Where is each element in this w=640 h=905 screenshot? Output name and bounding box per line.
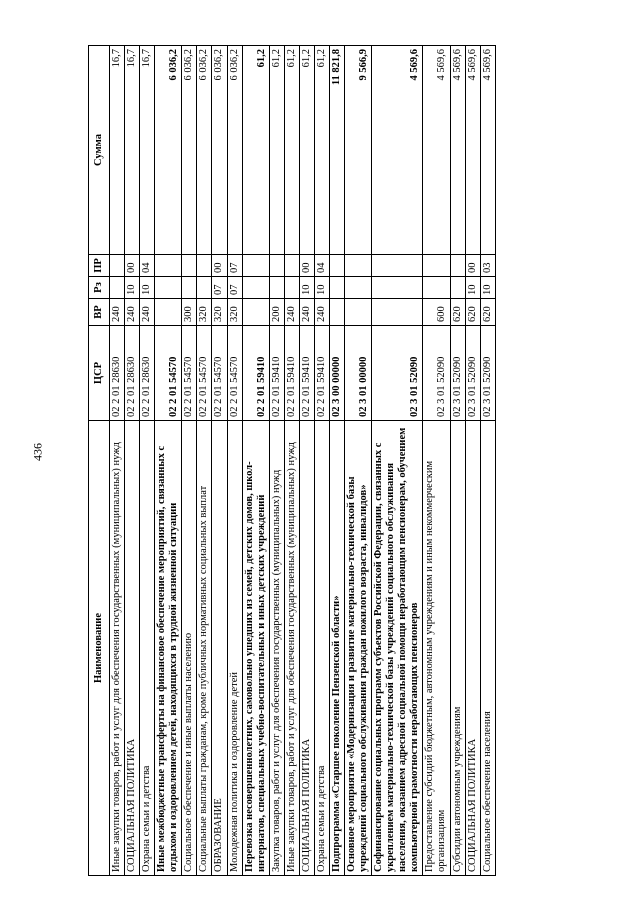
cell-pr: 00 (212, 255, 227, 277)
budget-table (88, 45, 496, 876)
cell-csr: 02 3 01 00000 (345, 326, 372, 421)
cell-vr (372, 299, 423, 326)
cell-pr (242, 255, 269, 277)
table-row (345, 46, 372, 876)
cell-rz: 10 (140, 277, 155, 299)
cell-pr: 00 (299, 255, 314, 277)
table-row (299, 46, 314, 876)
cell-vr: 620 (480, 299, 495, 326)
cell-rz (345, 277, 372, 299)
page-number: 436 (30, 443, 45, 461)
cell-name: Молодежная политика и оздоровление детей (227, 421, 242, 876)
cell-rz: 10 (314, 277, 329, 299)
cell-vr (155, 299, 182, 326)
cell-rz: 10 (480, 277, 495, 299)
cell-vr: 240 (110, 299, 125, 326)
cell-csr: 02 2 01 54570 (227, 326, 242, 421)
cell-pr (269, 255, 284, 277)
budget-table-container (88, 46, 606, 876)
cell-sum: 16,7 (140, 46, 155, 255)
cell-name: Иные межбюджетные трансферты на финансовое обеспечение мероприятий, связанных с отдыхом и оздоровлением детей, находящихся в трудной жизненной ситуации (155, 421, 182, 876)
cell-pr (345, 255, 372, 277)
table-row (329, 46, 344, 876)
cell-csr: 02 2 01 54570 (182, 326, 197, 421)
cell-vr: 240 (299, 299, 314, 326)
table-row (423, 46, 450, 876)
cell-name: Охрана семьи и детства (140, 421, 155, 876)
cell-sum: 16,7 (125, 46, 140, 255)
cell-csr: 02 2 01 59410 (284, 326, 299, 421)
cell-sum: 6 036,2 (197, 46, 212, 255)
table-row (155, 46, 182, 876)
cell-name: Субсидии автономным учреждениям (450, 421, 465, 876)
cell-sum: 6 036,2 (212, 46, 227, 255)
cell-rz: 07 (227, 277, 242, 299)
cell-csr: 02 2 01 59410 (299, 326, 314, 421)
cell-sum: 61,2 (314, 46, 329, 255)
cell-name: Иные закупки товаров, работ и услуг для обеспечения государственных (муниципальных) нужд (110, 421, 125, 876)
cell-csr: 02 2 01 54570 (197, 326, 212, 421)
cell-csr: 02 2 01 59410 (269, 326, 284, 421)
cell-name: Социальное обеспечение и иные выплаты населению (182, 421, 197, 876)
cell-rz: 07 (212, 277, 227, 299)
cell-vr: 320 (212, 299, 227, 326)
cell-rz (284, 277, 299, 299)
cell-sum: 61,2 (269, 46, 284, 255)
cell-name: СОЦИАЛЬНАЯ ПОЛИТИКА (125, 421, 140, 876)
cell-vr: 620 (450, 299, 465, 326)
cell-csr: 02 2 01 54570 (155, 326, 182, 421)
cell-name: СОЦИАЛЬНАЯ ПОЛИТИКА (465, 421, 480, 876)
table-row (465, 46, 480, 876)
cell-pr (197, 255, 212, 277)
table-row (140, 46, 155, 876)
cell-pr (155, 255, 182, 277)
cell-vr (345, 299, 372, 326)
table-row (197, 46, 212, 876)
table-row (212, 46, 227, 876)
cell-vr: 200 (269, 299, 284, 326)
cell-sum: 4 569,6 (465, 46, 480, 255)
cell-vr: 320 (227, 299, 242, 326)
cell-rz (372, 277, 423, 299)
cell-pr (110, 255, 125, 277)
table-row (125, 46, 140, 876)
cell-rz (110, 277, 125, 299)
cell-sum: 4 569,6 (423, 46, 450, 255)
cell-pr (182, 255, 197, 277)
cell-csr: 02 3 01 52090 (480, 326, 495, 421)
cell-name: Основное мероприятие «Модернизация и развитие материально-технической базы учреждений социального обслуживания граждан пожилого возраста, инвалидов» (345, 421, 372, 876)
cell-rz: 10 (299, 277, 314, 299)
cell-vr: 240 (314, 299, 329, 326)
cell-name: ОБРАЗОВАНИЕ (212, 421, 227, 876)
cell-csr: 02 2 01 28630 (125, 326, 140, 421)
cell-csr: 02 2 01 28630 (140, 326, 155, 421)
cell-csr: 02 3 01 52090 (450, 326, 465, 421)
cell-csr: 02 3 01 52090 (372, 326, 423, 421)
cell-pr (329, 255, 344, 277)
cell-sum: 11 821,8 (329, 46, 344, 255)
cell-vr (329, 299, 344, 326)
header-vr: ВР (89, 299, 110, 326)
cell-sum: 6 036,2 (227, 46, 242, 255)
cell-csr: 02 3 01 52090 (423, 326, 450, 421)
cell-vr: 240 (284, 299, 299, 326)
header-name: Наименование (89, 421, 110, 876)
cell-name: СОЦИАЛЬНАЯ ПОЛИТИКА (299, 421, 314, 876)
cell-sum: 6 036,2 (155, 46, 182, 255)
cell-csr: 02 2 01 59410 (314, 326, 329, 421)
cell-sum: 61,2 (299, 46, 314, 255)
cell-rz (329, 277, 344, 299)
cell-sum: 9 566,9 (345, 46, 372, 255)
cell-rz (155, 277, 182, 299)
cell-sum: 61,2 (242, 46, 269, 255)
cell-rz (197, 277, 212, 299)
cell-sum: 4 569,6 (480, 46, 495, 255)
header-sum: Сумма (89, 46, 110, 255)
cell-pr (284, 255, 299, 277)
cell-sum: 6 036,2 (182, 46, 197, 255)
table-row (110, 46, 125, 876)
cell-vr: 620 (465, 299, 480, 326)
cell-name: Подпрограмма «Старшее поколение Пензенской области» (329, 421, 344, 876)
cell-pr: 07 (227, 255, 242, 277)
cell-pr (423, 255, 450, 277)
table-header-row (89, 46, 110, 876)
header-rz: Рз (89, 277, 110, 299)
cell-csr: 02 2 01 28630 (110, 326, 125, 421)
cell-sum: 61,2 (284, 46, 299, 255)
table-row (284, 46, 299, 876)
cell-pr: 04 (314, 255, 329, 277)
cell-vr: 320 (197, 299, 212, 326)
cell-name: Социальные выплаты гражданам, кроме публичных нормативных социальных выплат (197, 421, 212, 876)
cell-csr: 02 2 01 59410 (242, 326, 269, 421)
cell-rz: 10 (465, 277, 480, 299)
cell-rz (450, 277, 465, 299)
cell-pr (372, 255, 423, 277)
header-csr: ЦСР (89, 326, 110, 421)
table-row (314, 46, 329, 876)
cell-rz (269, 277, 284, 299)
cell-vr: 300 (182, 299, 197, 326)
table-body (110, 46, 496, 876)
cell-rz (423, 277, 450, 299)
table-row (480, 46, 495, 876)
cell-vr (242, 299, 269, 326)
cell-pr: 04 (140, 255, 155, 277)
cell-pr: 00 (125, 255, 140, 277)
cell-vr: 240 (140, 299, 155, 326)
table-row (242, 46, 269, 876)
table-row (227, 46, 242, 876)
cell-csr: 02 3 01 52090 (465, 326, 480, 421)
cell-name: Иные закупки товаров, работ и услуг для обеспечения государственных (муниципальных) нужд (284, 421, 299, 876)
cell-name: Закупка товаров, работ и услуг для обеспечения государственных (муниципальных) нужд (269, 421, 284, 876)
table-row (182, 46, 197, 876)
cell-name: Софинансирование социальных программ субъектов Российской Федерации, связанных с укреплением материально-технической базы учреждений социального обслуживания населения, оказанием адресной социальной помощи неработающим пенсионерам, обучением компьютерной грамотности неработающих пенсионеров (372, 421, 423, 876)
cell-name: Предоставление субсидий бюджетным, автономным учреждениям и иным некоммерческим организациям (423, 421, 450, 876)
cell-pr: 03 (480, 255, 495, 277)
cell-vr: 240 (125, 299, 140, 326)
cell-sum: 16,7 (110, 46, 125, 255)
table-row (269, 46, 284, 876)
cell-sum: 4 569,6 (372, 46, 423, 255)
cell-rz (182, 277, 197, 299)
table-row (372, 46, 423, 876)
cell-rz (242, 277, 269, 299)
cell-csr: 02 3 00 00000 (329, 326, 344, 421)
cell-name: Охрана семьи и детства (314, 421, 329, 876)
cell-csr: 02 2 01 54570 (212, 326, 227, 421)
cell-name: Перевозка несовершеннолетних, самовольно ушедших из семей, детских домов, школ-интернатов, специальных учебно-воспитательных и иных детских учреждений (242, 421, 269, 876)
cell-pr: 00 (465, 255, 480, 277)
cell-rz: 10 (125, 277, 140, 299)
header-pr: ПР (89, 255, 110, 277)
table-row (450, 46, 465, 876)
cell-name: Социальное обеспечение населения (480, 421, 495, 876)
cell-sum: 4 569,6 (450, 46, 465, 255)
cell-pr (450, 255, 465, 277)
cell-vr: 600 (423, 299, 450, 326)
